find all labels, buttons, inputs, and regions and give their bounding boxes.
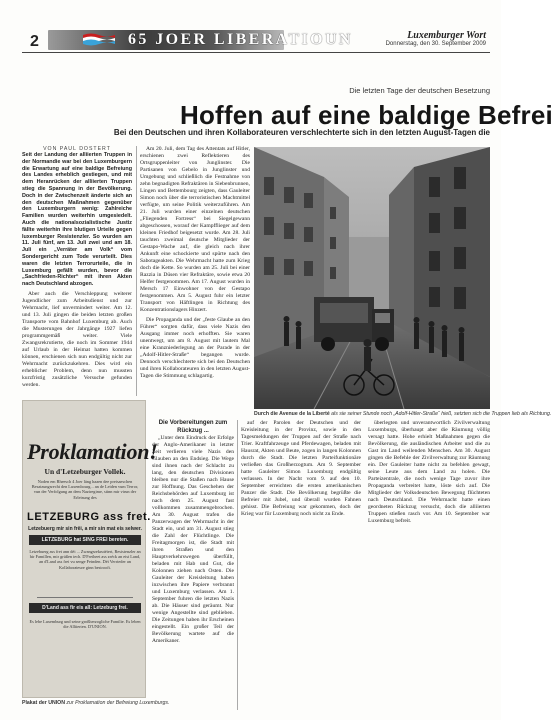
proclamation-poster [22, 400, 158, 698]
poster-caption [22, 700, 170, 706]
issue-date: Donnerstag, den 30. September 2009 [385, 41, 486, 47]
poster-divider [37, 597, 133, 598]
column-divider-2 [237, 420, 238, 710]
column-4 [241, 420, 361, 710]
column-1 [22, 146, 132, 396]
header-rule [22, 52, 490, 53]
street-photo [254, 147, 490, 409]
poster-footer: Es lebe Luxemburg und seine großherzogliche Familie. Es leben die Alliierten. D'UNION. [29, 619, 141, 630]
poster-title: Proklamation! [27, 439, 158, 464]
street-photo-image [254, 147, 490, 409]
box-heading: Die Vorbereitungen zum Rückzug ... [158, 420, 228, 434]
poster-middle: Letzebuerg mir sin frëi, a mir sin mat eis selwer. [28, 526, 142, 532]
col2-paragraph-2: Die Propaganda und der „feste Glaube an den Führer“ sorgten dafür, dass viele Nazis den Ausgang immer noch erhofften. Sie waren unentwegt, um am 8. August mit lautem Mal eine Kranzniederlegung an der Parade in der „Adolf-Hitler-Straße“ begangen wurde. Dennoch verschlechterte sich bei den Deutschen und ihren Kollaborateuren in den letzten August-Tagen die Stimmung schlagartig. [140, 317, 250, 379]
photo-caption [254, 411, 552, 417]
photo-caption-text: als sie seiner Stunde noch „Adolf-Hitler-Straße“ hieß, setzten sich die Truppen lieb als Richtung. [331, 411, 552, 417]
page-header [22, 30, 490, 50]
poster-bar-2: D'Land ass fir eis all: Letzeburg frei. [29, 603, 141, 613]
poster-subtitle: Un d'Letzeburger Vollek. [44, 467, 126, 476]
headline: Hoffen auf eine baldige Befrei [180, 100, 553, 130]
page-number: 2 [30, 33, 39, 50]
column-3 [152, 420, 234, 710]
poster-caption-text: zur Proklamation der Befreiung Luxemburgs. [66, 700, 170, 706]
poster-big-line: LETZEBURG ass fret. [27, 511, 151, 523]
poster-bar-1: LETZEBURG hat SING FREI bereten. [29, 535, 141, 545]
poster-caption-label: Plakat der UNION [22, 700, 65, 706]
col4-paragraph: auf der Parolen der Deutschen und der Kreisleitung in der Provinz, sowie in den Tagesmeldungen der Truppen auf der Straße nach Trier. Kraftfahrzeuge und Pferdewagen, beladen mit Hausrat, Akten und Beute, zogen in langen Kolonnen durch die Stadt. Die letzten Parteifunktionäre verließen das Großherzogtum. Am 9. September hatte Gauleiter Simon Luxemburg endgültig verlassen. In der Nacht vom 9. auf den 10. September erreichten die ersten amerikanischen Panzer die Stadt. Die Bevölkerung begrüßte die Befreier mit Jubel, und überall wurden Fahnen gehisst. Die Befreiung war gekommen, doch der Krieg war für Luxemburg noch nicht zu Ende. [241, 420, 361, 517]
column-divider [136, 146, 137, 396]
photo-caption-label: Durch die Avenue de la Liberté [254, 411, 330, 417]
banner-band [48, 30, 353, 50]
col5-paragraph: überlegten und unverantwortlich Zivilverwaltung Luxemburgs, überhaupt aber die Räumung völlig versagt hatte. Hohe erhielt Maßnahmen gegen die Bevölkerung, die ausländischen Arbeiter und die zu Gast im Land weilenden Menschen. Am 30. August gingen die Befehle der Zivilverwaltung zur Räumung ein. Der Gauleiter hatte nicht zu befehlen gewagt, seine Leute aus dem Land zu holen. Die Parteizentrale, die noch wenige Tage zuvor ihre Propaganda verbreitet hatte, löste sich auf. Die Mitglieder der Volksdeutschen Bewegung flüchteten nach Deutschland. Die Wehrmacht hatte einen geordneten Rückzug versucht, doch die alliierten Truppen stießen rasch vor. Am 10. September war Luxemburg befreit. [368, 420, 490, 524]
lead-paragraph: Seit der Landung der alliierten Truppen in der Normandie war bei den Luxemburgern die Erwartung auf eine baldige Befreiung des Landes erheblich gestiegen, und mit dem Heranrücken der alliierten Truppen stieg die Spannung in der Bevölkerung. Doch in der Zwischenzeit änderte sich an den deutschen Maßnahmen gegenüber den Luxemburgern wenig: Zahlreiche Familien wurden weiterhin umgesiedelt. Auch die nationalsozialistische Justiz fällte weiterhin ihre blutigen Urteile gegen luxemburger Resistenzler. So wurden am 11. Juli fünf, am 13. Juli zwei und am 18. Juli ein „Verräter am Volk“ vom Sondergericht zum Tode verurteilt. Dies waren die letzten Terrorurteile, die in Luxemburg gefällt wurden, bevor die „Sachfrieden-Richter“ mit ihren Akten nach Deutschland abzogen. [22, 152, 132, 288]
banner-title: 65 JOER LIBERATIOUN [128, 31, 353, 48]
newspaper-name: Luxemburger Wort [407, 30, 486, 41]
flag-emblem-icon [82, 32, 116, 48]
poster-body: Letzebuerg ass fret ann déi ... Zwangsrekrutéiert, Resistenzler an hir Famillen, mir grüßen iech. D'Freiheet ass zréck an eist Land, an d'Land ass frei vu senge Feinden. Déi Verrieder an Kollaborateure ginn bestrooft. [29, 549, 141, 570]
col3-paragraph: „Unter dem Eindruck der Erfolge der Anglo-Amerikaner in letzter Zeit verlieren viele Nazis den Glauben an den Endsieg. Die Wege sind ihnen nach der Schlacht zu lang, den deutschen Divisionen bleiben nur die Staßen nach Hause zur Hoffnung. Das Geschehen der Reichsbehörden auf Luxemburg ist nach dem 25. August fast vollkommen zusammengebrochen. Am 30. August trafen die Panzerwagen der Wehrmacht in der Stadt ein, und am 31. August stieg die Zahl der Flüchtlinge. Die Freitagmorgen ist, die Stadt mit ihren Straßen und den Hauptverkehrswegen überfüllt, beladen mit Hab und Gut, die Kolonnen ziehen nach Osten. Die Gauleiter der Kreisleitung haben inzwischen ihre Papiere verbrannt und Luxemburg verlassen. Am 1. September fuhren die letzten Nazis ab. Die Häuser sind geräumt. Nur wenige Angestellte sind geblieben. Die Zeitungen haben ihr Erscheinen eingestellt. Ein großer Teil der Bevölkerung wartete auf die Amerikaner. [152, 435, 234, 644]
col2-paragraph: Am 20. Juli, dem Tag des Attentats auf Hitler, erschienen zwei Reflektieren des Ortsgruppenleiter von Junglinster. Die Partisanen von Gebelo in Junglinster und Umgebung und schließlich die Festnahme von zehn begnadigten Refraktären in Siebenbrunnen, Lingen und Bettembourg zeigten, dass Gauleiter Simon noch über die terroristischen Machtmittel verfügte, um seine Politik weiterzuführen. Am 21. Juli wurden einer einzelnen deutschen „Fliegenden Fortress“ bei Siegelgewann abgeschossen, worauf der Kampfflieger auf dem kleinen Friedhof beigesetzt wurde. Am 28. Juli tauchten zweimal deutsche Mitglieder der Gestapo-Wache auf, die gleich nach ihrer Ankunft eine schockierte und spürte nach den Sabotageakten. Die Wehrmacht hatte zum Krieg doch die Kette. So wurden am 25. Juli bei einer Razzia in Düsen vier Refraktäre, sowie etwa 20 Helfer festgenommen. Am 17. August wurden in Mersch 17 Einwohner von der Gestapo festgenommen. Am 5. August fuhr ein letzter Transport von Häftlingen in Richtung des Konzentrationslagers Hinzert. [140, 146, 250, 313]
kicker: Die letzten Tage der deutschen Besetzung [349, 86, 490, 95]
deck: Bei den Deutschen und ihren Kollaborateuren verschlechterte sich in den letzten August-Tagen die [113, 128, 490, 137]
poster-intro: Noden em Rheesch 4 Joer läng haaen dee preisaeschen Besatzungsrecht den Luxembourg... an de Leiden vum Terror, vun der Verfolgung an dem Naziregime, stinn mir virun der Erleisung des [31, 479, 139, 500]
column-5 [368, 420, 490, 710]
byline: VON PAUL DOSTERT [43, 146, 111, 152]
column-2 [140, 146, 250, 408]
col1-paragraph: Aber auch die Verschleppung weiterer Jugendlicher zum Arbeitsdienst und zur Wehrmacht, lief unvermindert weiter. Am 12. und 13. Juli gingen die beiden letzten großen Transporte vom Bahnhof Luxemburg ab. Auch die Musterungen der Jahrgänge 1927 liefen programmgemäß weiter. Viele Zwangsrekrutierte, die noch im Sommer 1944 auf Urlaub in der Heimat hatten kommen können, erschienen sich nun endgültig nicht zur Wehrmacht zurückzukehren. Dies wird ein erheblicher Problem, denn nun mussten kurzfristig zusätzliche Versuche gefunden werden. [22, 290, 132, 388]
